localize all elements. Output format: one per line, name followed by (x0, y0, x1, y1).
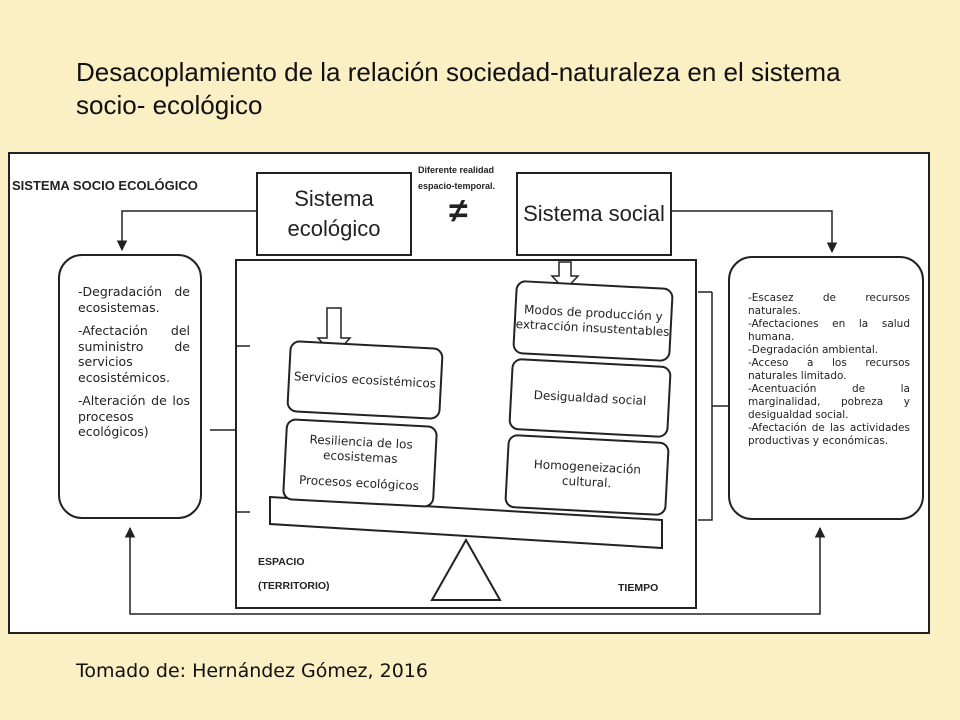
social-effect-2: -Afectaciones en la salud humana. (748, 318, 910, 343)
space-label: ESPACIO (258, 556, 305, 568)
arrow-social-to-right (672, 211, 832, 252)
social-effect-6: -Afectación de las actividades productivas y económicas. (748, 422, 910, 447)
ecological-effects-box (58, 254, 202, 519)
social-system-box: Sistema social (516, 172, 672, 256)
eco-resilience-box (282, 418, 438, 508)
slide-title: Desacoplamiento de la relación sociedad-naturaleza en el sistema socio- ecológico (76, 57, 841, 120)
ecological-effect-1: -Degradación de ecosistemas. (78, 284, 190, 315)
eco-services-box: Servicios ecosistémicos (286, 340, 444, 420)
social-effect-4: -Acceso a los recursos naturales limitado. (748, 357, 910, 382)
not-equal-icon: ≠ (449, 192, 468, 230)
social-effect-3: -Degradación ambiental. (748, 344, 879, 356)
social-effect-1: -Escasez de recursos naturales. (748, 292, 910, 317)
reality-note: Diferente realidad espacio-temporal. (418, 165, 496, 191)
ecological-effect-2: -Afectación del suministro de servicios ecosistémicos. (78, 323, 190, 385)
social-inequality-box: Desigualdad social (508, 358, 672, 438)
eco-processes-text: Procesos ecológicos (298, 472, 420, 494)
production-modes-box: Modos de producción y extracción insustentables (512, 280, 674, 362)
territory-label: (TERRITORIO) (258, 580, 330, 592)
right-bracket (698, 292, 728, 520)
source-credit: Tomado de: Hernández Gómez, 2016 (76, 660, 428, 682)
time-label: TIEMPO (618, 582, 659, 594)
eco-resilience-text: Resiliencia de los ecosistemas (309, 432, 414, 466)
social-effect-5: -Acentuación de la marginalidad, pobreza y desigualdad social. (748, 383, 910, 421)
ecological-effect-3: -Alteración de los procesos ecológicos) (78, 393, 190, 439)
social-effects-box (728, 256, 924, 520)
arrow-eco-to-left (122, 211, 256, 250)
ecological-system-box: Sistema ecológico (256, 172, 412, 256)
socio-ecological-system-label: SISTEMA SOCIO ECOLÓGICO (12, 178, 198, 193)
cultural-homogenization-box: Homogeneización cultural. (504, 434, 670, 516)
